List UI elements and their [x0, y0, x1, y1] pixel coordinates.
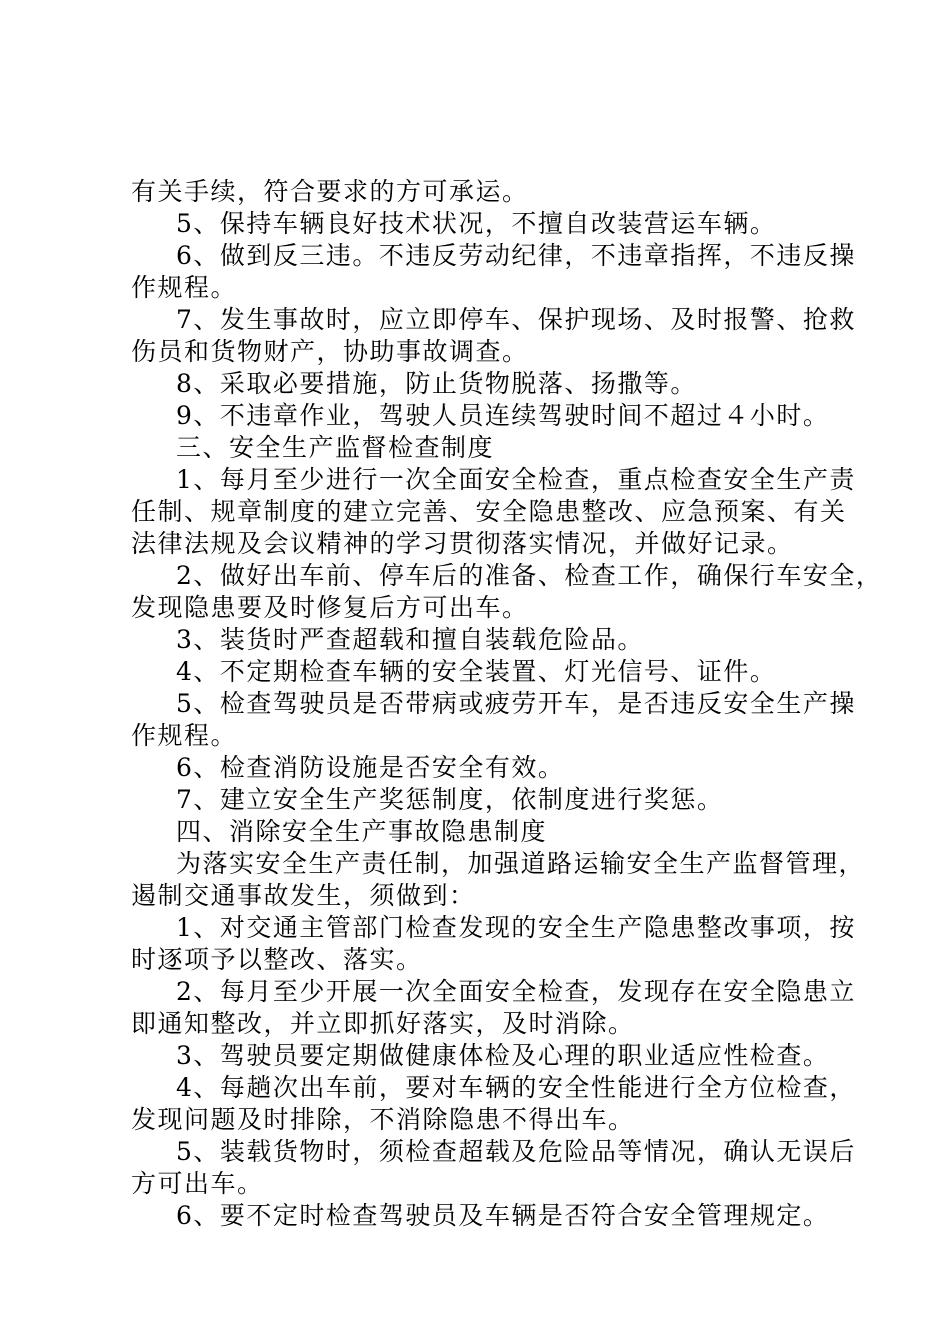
text-line: 4、不定期检查车辆的安全装置、灯光信号、证件。 — [176, 657, 777, 686]
text-line: 遏制交通事故发生，须做到： — [131, 881, 476, 910]
text-line: 1、对交通主管部门检查发现的安全生产隐患整改事项，按 — [176, 913, 856, 942]
text-line: 即通知整改，并立即抓好落实，及时消除。 — [131, 1009, 635, 1038]
text-line: 5、保持车辆良好技术状况，不擅自改装营运车辆。 — [176, 209, 777, 238]
text-line: 法律法规及会议精神的学习贯彻落实情况，并做好记录。 — [131, 529, 794, 558]
text-line: 有关手续，符合要求的方可承运。 — [131, 177, 529, 206]
text-line: 发现隐患要及时修复后方可出车。 — [131, 593, 529, 622]
text-line: 6、做到反三违。不违反劳动纪律，不违章指挥，不违反操 — [176, 241, 856, 270]
text-line: 作规程。 — [131, 721, 238, 750]
text-line: 1、每月至少进行一次全面安全检查，重点检查安全生产责 — [176, 465, 856, 494]
section-heading: 四、消除安全生产事故隐患制度 — [176, 817, 548, 846]
text-line: 3、装货时严查超载和擅自装载危险品。 — [176, 625, 644, 654]
text-line: 5、检查驾驶员是否带病或疲劳开车，是否违反安全生产操 — [176, 689, 856, 718]
text-line: 时逐项予以整改、落实。 — [131, 945, 423, 974]
text-line: 6、要不定时检查驾驶员及车辆是否符合安全管理规定。 — [176, 1201, 830, 1230]
text-line: 2、做好出车前、停车后的准备、检查工作，确保行车安全， — [176, 561, 883, 590]
text-line: 作规程。 — [131, 273, 238, 302]
text-line: 9、不违章作业，驾驶人员连续驾驶时间不超过４小时。 — [176, 401, 830, 430]
text-line: 5、装载货物时，须检查超载及危险品等情况，确认无误后 — [176, 1137, 856, 1166]
text-line: 为落实安全生产责任制，加强道路运输安全生产监督管理， — [176, 849, 866, 878]
section-heading: 三、安全生产监督检查制度 — [176, 433, 495, 462]
text-line: 方可出车。 — [131, 1169, 264, 1198]
text-line: 8、采取必要措施，防止货物脱落、扬撒等。 — [176, 369, 697, 398]
text-line: 伤员和货物财产，协助事故调查。 — [131, 337, 529, 366]
text-line: 4、每趟次出车前，要对车辆的安全性能进行全方位检查， — [176, 1073, 856, 1102]
text-line: 任制、规章制度的建立完善、安全隐患整改、应急预案、有关 — [131, 497, 847, 526]
text-line: 6、检查消防设施是否安全有效。 — [176, 753, 565, 782]
text-line: 7、发生事故时，应立即停车、保护现场、及时报警、抢救 — [176, 305, 856, 334]
text-line: 3、驾驶员要定期做健康体检及心理的职业适应性检查。 — [176, 1041, 830, 1070]
text-line: 7、建立安全生产奖惩制度，依制度进行奖惩。 — [176, 785, 724, 814]
text-line: 发现问题及时排除，不消除隐患不得出车。 — [131, 1105, 635, 1134]
text-line: 2、每月至少开展一次全面安全检查，发现存在安全隐患立 — [176, 977, 856, 1006]
